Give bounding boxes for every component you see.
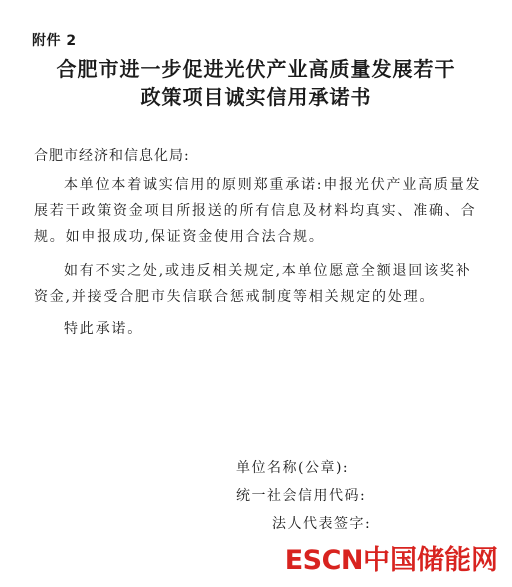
legal-representative-signature-field: 法人代表签字: (272, 516, 372, 532)
escn-watermark-logo (285, 538, 498, 577)
addressee: 合肥市经济和信息化局: (34, 148, 190, 164)
commitment-paragraph: 本单位本着诚实信用的原则郑重承诺:申报光伏产业高质量发展若干政策资金项目所报送的所有信息及材料均真实、准确、合规。如申报成功,保证资金使用合法合规。 (34, 177, 482, 245)
watermark-latin-text: ESCN (284, 545, 363, 576)
watermark-chinese-text: 中国储能网 (363, 545, 498, 576)
unit-name-field: 单位名称(公章): (236, 460, 350, 476)
closing-statement: 特此承诺。 (64, 321, 143, 337)
credit-code-field: 统一社会信用代码: (236, 488, 367, 504)
penalty-paragraph: 如有不实之处,或违反相关规定,本单位愿意全额退回该奖补资金,并接受合肥市失信联合惩戒制度等相关规定的处理。 (34, 263, 472, 305)
document-title-line-1: 合肥市进一步促进光伏产业高质量发展若干 (56, 57, 456, 81)
document-title-line-2: 政策项目诚实信用承诺书 (140, 85, 372, 109)
attachment-label: 附件 2 (32, 33, 77, 49)
